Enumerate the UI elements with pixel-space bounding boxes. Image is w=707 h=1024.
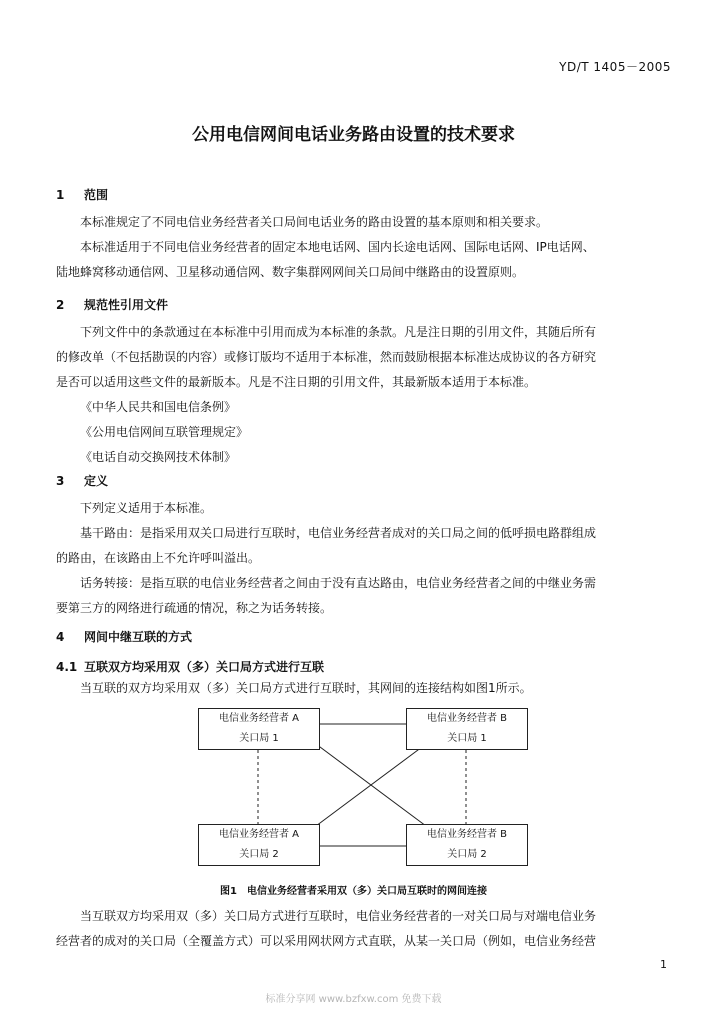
section-4-1-body bbox=[56, 676, 532, 701]
box-gateway: 关口局 2 bbox=[447, 849, 487, 860]
section-number: 4 bbox=[56, 630, 65, 644]
box-gateway: 关口局 2 bbox=[239, 849, 279, 860]
definition-cont: 要第三方的网络进行疏通的情况，称之为话务转接。 bbox=[56, 601, 333, 615]
paragraph: 下列定义适用于本标准。 bbox=[80, 501, 213, 515]
box-operator: 电信业务经营者 B bbox=[426, 713, 508, 724]
paragraph-cont: 的修改单（不包括勘误的内容）或修订版均不适用于本标准，然而鼓励根据本标准达成协议的各方研究 bbox=[56, 350, 597, 364]
gateway-box-a2 bbox=[198, 824, 320, 866]
box-operator: 电信业务经营者 A bbox=[218, 829, 300, 840]
gateway-box-b2 bbox=[406, 824, 528, 866]
footer-watermark: 标准分享网 www.bzfxw.com 免费下载 bbox=[265, 994, 442, 1005]
paragraph: 当互联的双方均采用双（多）关口局方式进行互联时，其网间的连接结构如图1所示。 bbox=[80, 681, 532, 695]
paragraph-cont: 经营者的成对的关口局（全覆盖方式）可以采用网状网方式直联，从某一关口局（例如，电信业务经营 bbox=[56, 934, 597, 948]
paragraph: 下列文件中的条款通过在本标准中引用而成为本标准的条款。凡是注日期的引用文件，其随后所有 bbox=[80, 325, 597, 339]
page-title: 公用电信网间电话业务路由设置的技术要求 bbox=[192, 125, 515, 145]
gateway-box-a1 bbox=[198, 708, 320, 750]
section-title: 互联双方均采用双（多）关口局方式进行互联 bbox=[84, 660, 325, 674]
section-4-heading bbox=[56, 628, 192, 645]
paragraph-cont: 是否可以适用这些文件的最新版本。凡是不注日期的引用文件，其最新版本适用于本标准。 bbox=[56, 375, 537, 389]
section-3-body bbox=[56, 496, 596, 621]
section-4-1-heading bbox=[56, 658, 324, 675]
paragraph: 当互联双方均采用双（多）关口局方式进行互联时，电信业务经营者的一对关口局与对端电信业务 bbox=[80, 909, 597, 923]
section-title: 定义 bbox=[84, 474, 109, 488]
section-number: 2 bbox=[56, 298, 65, 312]
continuation-body bbox=[56, 904, 596, 954]
reference-item: 《电话自动交换网技术体制》 bbox=[80, 450, 237, 464]
section-title: 范围 bbox=[84, 188, 109, 202]
section-2-heading bbox=[56, 296, 168, 313]
paragraph: 本标准规定了不同电信业务经营者关口局间电话业务的路由设置的基本原则和相关要求。 bbox=[80, 215, 549, 229]
section-1-heading bbox=[56, 186, 108, 203]
definition: 话务转接：是指互联的电信业务经营者之间由于没有直达路由，电信业务经营者之间的中继业务需 bbox=[80, 576, 597, 590]
figure-caption: 图1 电信业务经营者采用双（多）关口局互联时的网间连接 bbox=[220, 886, 487, 897]
section-1-body bbox=[56, 210, 595, 285]
standard-number: YD/T 1405－2005 bbox=[559, 60, 671, 74]
section-number: 4.1 bbox=[56, 660, 78, 674]
section-number: 1 bbox=[56, 188, 65, 202]
box-operator: 电信业务经营者 B bbox=[426, 829, 508, 840]
section-title: 规范性引用文件 bbox=[84, 298, 169, 312]
paragraph-cont: 陆地蜂窝移动通信网、卫星移动通信网、数字集群网网间关口局间中继路由的设置原则。 bbox=[56, 265, 525, 279]
reference-item: 《中华人民共和国电信条例》 bbox=[80, 400, 237, 414]
page-number: 1 bbox=[660, 958, 667, 971]
section-3-heading bbox=[56, 472, 108, 489]
definition-cont: 的路由，在该路由上不允许呼叫溢出。 bbox=[56, 551, 261, 565]
section-title: 网间中继互联的方式 bbox=[84, 630, 193, 644]
network-diagram bbox=[196, 708, 524, 868]
box-operator: 电信业务经营者 A bbox=[218, 713, 300, 724]
section-2-body bbox=[56, 320, 596, 470]
paragraph: 本标准适用于不同电信业务经营者的固定本地电话网、国内长途电话网、国际电话网、IP电话网、 bbox=[80, 240, 595, 254]
section-number: 3 bbox=[56, 474, 65, 488]
box-gateway: 关口局 1 bbox=[447, 733, 487, 744]
definition: 基干路由：是指采用双关口局进行互联时，电信业务经营者成对的关口局之间的低呼损电路群组成 bbox=[80, 526, 597, 540]
box-gateway: 关口局 1 bbox=[239, 733, 279, 744]
gateway-box-b1 bbox=[406, 708, 528, 750]
reference-item: 《公用电信网间互联管理规定》 bbox=[80, 425, 249, 439]
